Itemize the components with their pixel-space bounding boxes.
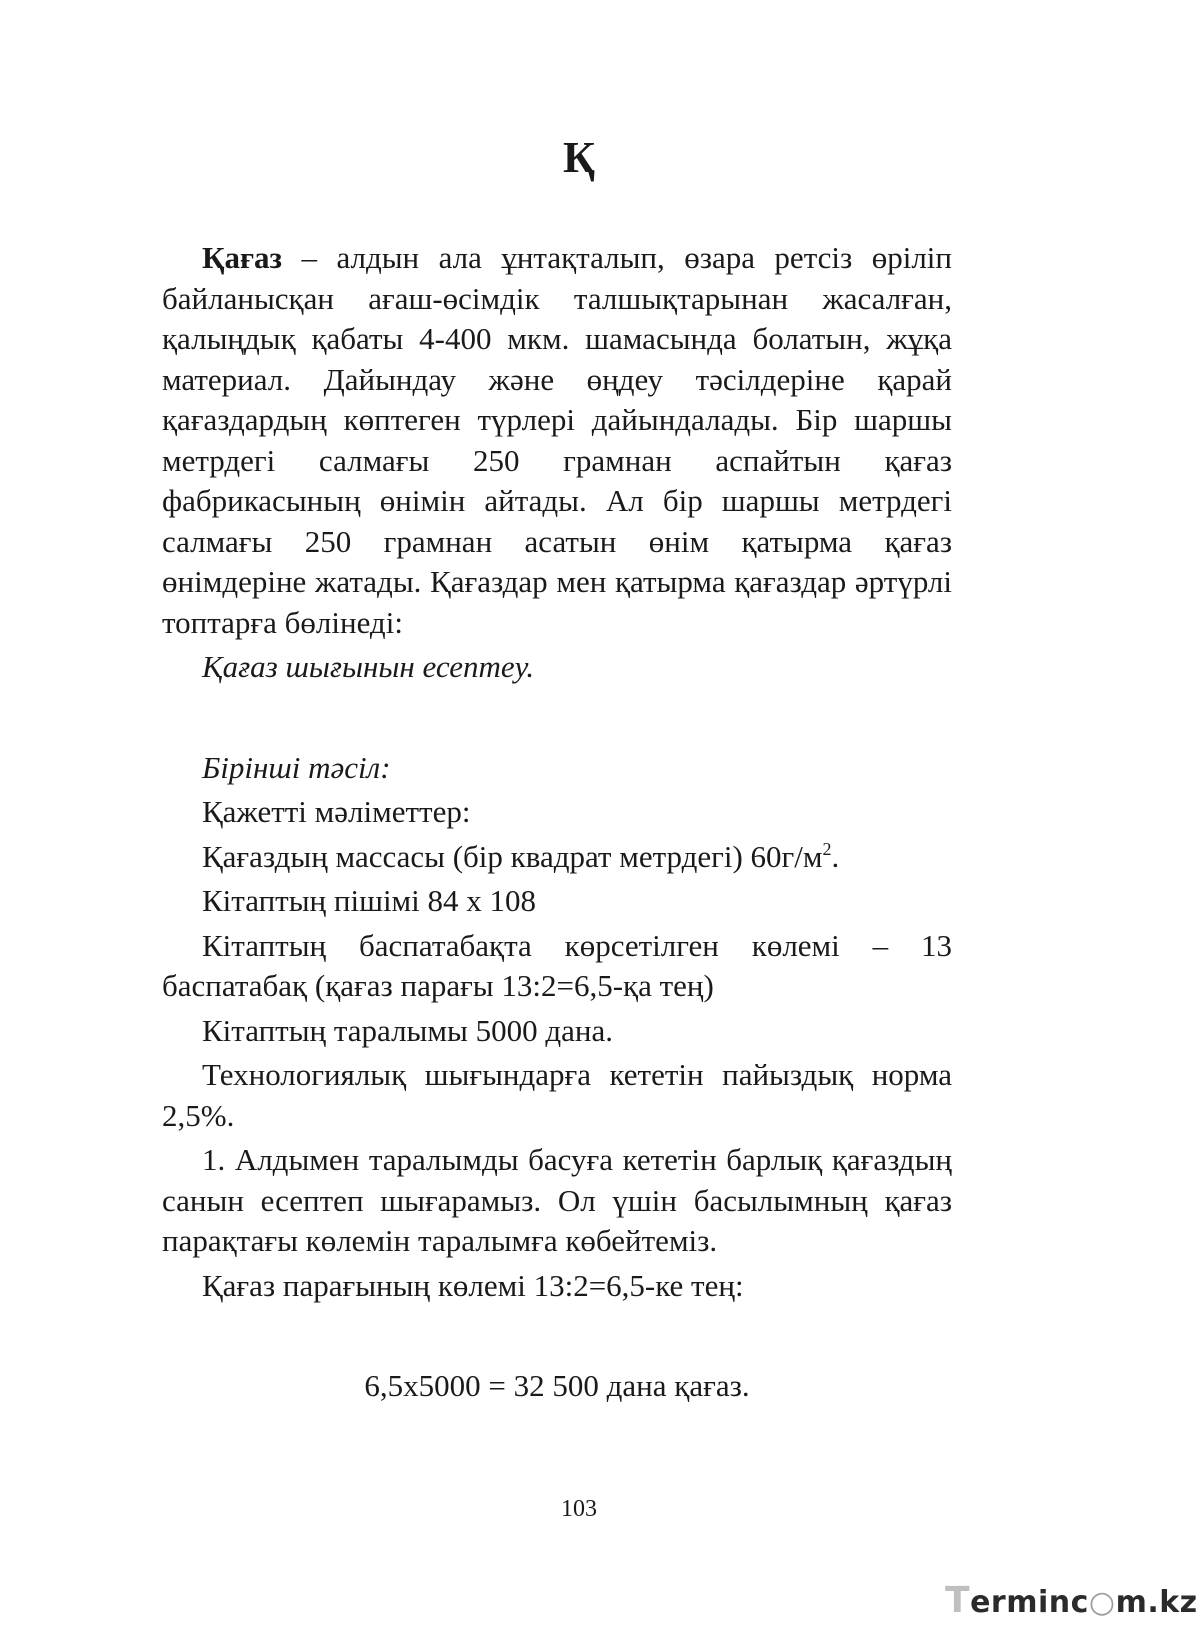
definition-paragraph [162,238,952,643]
book-format-line: Кітаптың пішімі 84 x 108 [202,883,537,918]
paper-mass-line: Қағаздың массасы (бір квадрат метрдегі) $60г/м^2$. [202,838,840,874]
required-data-label: Қажетті мәліметтер: [202,794,471,829]
magnifier-icon: ○ [1088,1585,1116,1620]
step-1-paragraph: 1. Алдымен таралымды басуға кететін барлық қағаздың санын есептеп шығарамыз. Ол үшін басылымның қағаз парақтағы көлемін таралымға көбейтеміз. [162,1142,952,1258]
formula-line: 6,5x5000 = 32 500 дана қағаз. [364,1368,750,1403]
term: Қағаз [202,240,283,275]
method-title: Бірінші тәсіл: [202,749,391,785]
body-text [162,238,952,1407]
sheet-volume-line: Қағаз парағының көлемі 13:2=6,5-ке тең: [202,1267,744,1303]
termincom-watermark-logo: Terminc○m.kz [945,1580,1198,1621]
circulation-line: Кітаптың таралымы 5000 дана. [202,1012,613,1048]
calculation-title: Қағаз шығынын есептеу. [202,649,535,684]
norm-paragraph: Технологиялық шығындарға кететін пайыздық норма 2,5%. [162,1057,952,1133]
definition-text: – алдын ала ұнтақталып, өзара ретсіз өріліп байланысқан ағаш-өсімдік талшықтарынан жасалған, қалыңдық қабаты 4-400 мкм. шамасында болатын, жұқа материал. Дайындау және өңдеу тәсілдеріне қарай қағаздардың көптеген түрлері дайындалады. Бір шаршы метрдегі салмағы 250 грамнан аспайтын қағаз фабрикасының өнімін айтады. Ал бір шаршы метрдегі салмағы 250 грамнан асатын өнім қатырма қағаз өнімдеріне жатады. Қағаздар мен қатырма қағаздар әртүрлі топтарға бөлінеді: [162,240,952,640]
spacer [162,688,952,748]
book-volume-paragraph: Кітаптың баспатабақта көрсетілген көлемі – 13 баспатабақ (қағаз парағы 13:2=6,5-қа тең) [162,927,952,1003]
section-letter-heading: Қ [563,133,595,182]
page-number: 103 [561,1496,597,1522]
superscript: 2 [822,838,832,859]
